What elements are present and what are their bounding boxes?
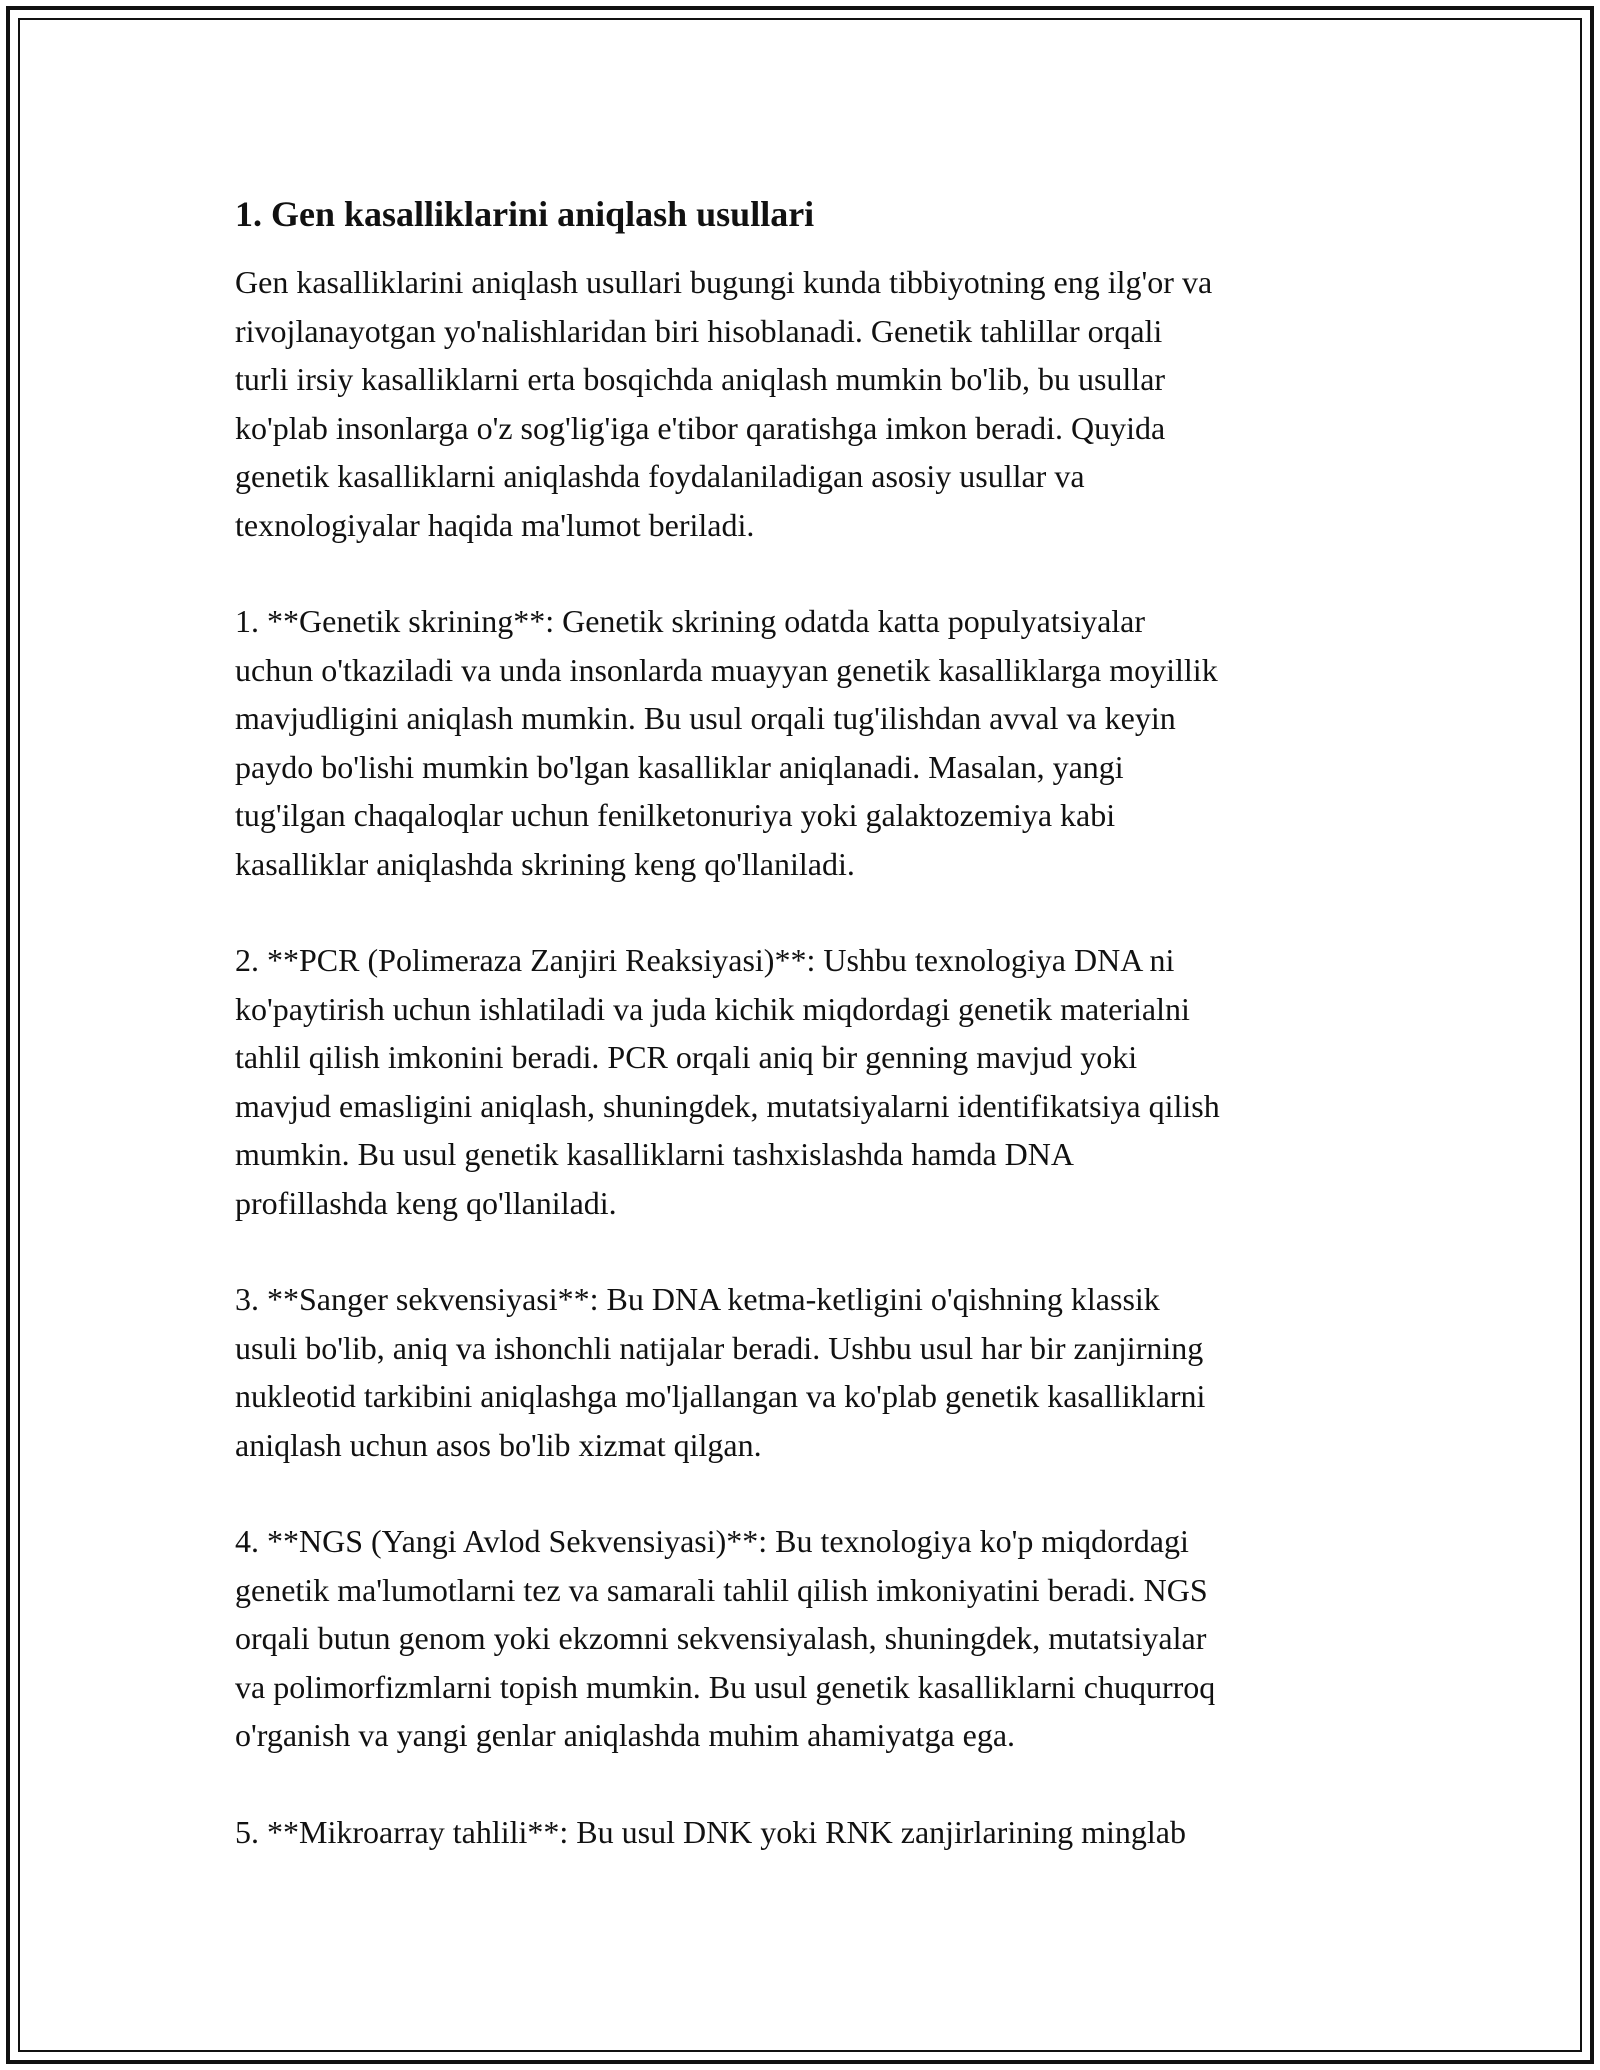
paragraph-genetic-screening: 1. **Genetik skrining**: Genetik skrining odatda katta populyatsiyalar uchun o'tkaziladi va unda insonlarda muayyan genetik kasalliklarga moyillik mavjudligini aniqlash mumkin. Bu usul orqali tug'ilishdan avval va keyin paydo bo'lishi mumkin bo'lgan kasalliklar aniqlanadi. Masalan, yangi tug'ilgan chaqaloqlar uchun fenilketonuriya yoki galaktozemiya kabi kasalliklar aniqlashda skrining keng qo'llaniladi. [235, 603, 1218, 882]
page-title: 1. Gen kasalliklarini aniqlash usullari [235, 194, 815, 234]
intro-paragraph: Gen kasalliklarini aniqlash usullari bugungi kunda tibbiyotning eng ilg'or va rivojlanayotgan yo'nalishlaridan biri hisoblanadi. Genetik tahlillar orqali turli irsiy kasalliklarni erta bosqichda aniqlash mumkin bo'lib, bu usullar ko'plab insonlarga o'z sog'lig'iga e'tibor qaratishga imkon beradi. Quyida genetik kasalliklarni aniqlashda foydalaniladigan asosiy usullar va texnologiyalar haqida ma'lumot beriladi. [235, 264, 1213, 543]
paragraph-sanger-sequencing: 3. **Sanger sekvensiyasi**: Bu DNA ketma-ketligini o'qishning klassik usuli bo'lib, aniq va ishonchli natijalar beradi. Ushbu usul har bir zanjirning nukleotid tarkibini aniqlashga mo'ljallangan va ko'plab genetik kasalliklarni aniqlash uchun asos bo'lib xizmat qilgan. [235, 1281, 1206, 1463]
paragraph-ngs: 4. **NGS (Yangi Avlod Sekvensiyasi)**: Bu texnologiya ko'p miqdordagi genetik ma'lumotlarni tez va samarali tahlil qilish imkoniyatini beradi. NGS orqali butun genom yoki ekzomni sekvensiyalash, shuningdek, mutatsiyalar va polimorfizmlarni topish mumkin. Bu usul genetik kasalliklarni chuqurroq o'rganish va yangi genlar aniqlashda muhim ahamiyatga ega. [235, 1523, 1216, 1753]
document-body [235, 188, 1415, 1856]
paragraph-microarray: 5. **Mikroarray tahlili**: Bu usul DNK yoki RNK zanjirlarining minglab [235, 1813, 1186, 1850]
paragraph-pcr: 2. **PCR (Polimeraza Zanjiri Reaksiyasi)**: Ushbu texnologiya DNA ni ko'paytirish uchun ishlatiladi va juda kichik miqdordagi genetik materialni tahlil qilish imkonini beradi. PCR orqali aniq bir genning mavjud yoki mavjud emasligini aniqlash, shuningdek, mutatsiyalarni identifikatsiya qilish mumkin. Bu usul genetik kasalliklarni tashxislashda hamda DNA profillashda keng qo'llaniladi. [235, 942, 1220, 1221]
